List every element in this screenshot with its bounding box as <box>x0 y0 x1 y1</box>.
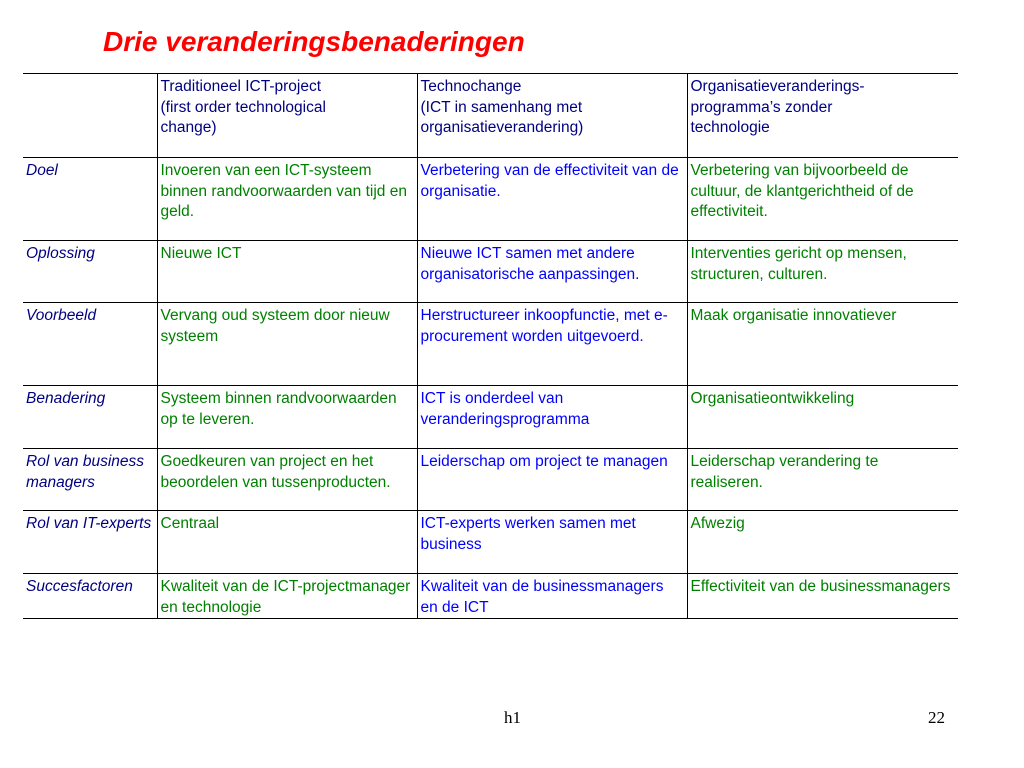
traditional-cell: Nieuwe ICT <box>157 241 417 303</box>
header-organisational <box>687 74 958 158</box>
header-traditional-line: (first order technological <box>160 98 326 116</box>
table-row-doel <box>23 158 958 241</box>
table-row-rol-businessmanagers <box>23 449 958 511</box>
comparison-table <box>23 73 958 619</box>
header-traditional-line: change) <box>160 119 217 136</box>
table-row-voorbeeld <box>23 303 958 386</box>
technochange-cell: Nieuwe ICT samen met andere organisatorische aanpassingen. <box>417 241 687 303</box>
technochange-cell: Kwaliteit van de businessmanagers en de ICT <box>417 574 687 619</box>
technochange-cell: Herstructureer inkoopfunctie, met e-procurement worden uitgevoerd. <box>417 303 687 386</box>
header-technochange-line: (ICT in samenhang met <box>420 98 583 116</box>
footer-label: h1 <box>504 708 521 727</box>
traditional-cell: Goedkeuren van project en het beoordelen van tussenproducten. <box>157 449 417 511</box>
technochange-cell: Leiderschap om project te managen <box>417 449 687 511</box>
header-traditional-line: Traditioneel ICT-project <box>160 78 322 95</box>
organisational-cell: Maak organisatie innovatiever <box>687 303 958 386</box>
traditional-cell: Systeem binnen randvoorwaarden op te leveren. <box>157 386 417 449</box>
row-label: Benadering <box>23 386 157 449</box>
traditional-cell: Centraal <box>157 511 417 574</box>
slide-title: Drie veranderingsbenaderingen <box>103 26 525 57</box>
organisational-cell: Leiderschap verandering te realiseren. <box>687 449 958 511</box>
table-row-oplossing <box>23 241 958 303</box>
header-technochange <box>417 74 687 158</box>
page-number: 22 <box>928 708 945 727</box>
traditional-cell: Kwaliteit van de ICT-projectmanager en technologie <box>157 574 417 619</box>
organisational-cell: Effectiviteit van de businessmanagers <box>687 574 958 619</box>
traditional-cell: Invoeren van een ICT-systeem binnen randvoorwaarden van tijd en geld. <box>157 158 417 241</box>
header-technochange-line: organisatieverandering) <box>420 119 584 136</box>
header-organisational-line: technologie <box>690 119 770 136</box>
row-label: Doel <box>23 158 157 241</box>
header-traditional <box>157 74 417 158</box>
technochange-cell: Verbetering van de effectiviteit van de organisatie. <box>417 158 687 241</box>
table-row-benadering <box>23 386 958 449</box>
organisational-cell: Organisatieontwikkeling <box>687 386 958 449</box>
organisational-cell: Interventies gericht op mensen, structuren, culturen. <box>687 241 958 303</box>
row-label: Oplossing <box>23 241 157 303</box>
row-label: Succesfactoren <box>23 574 157 619</box>
row-label: Rol van businessmanagers <box>23 449 157 511</box>
header-organisational-line: Organisatieveranderings- <box>690 78 865 95</box>
row-label: Rol van IT-experts <box>23 511 157 574</box>
row-label: Voorbeeld <box>23 303 157 386</box>
organisational-cell: Verbetering van bijvoorbeeld de cultuur, de klantgerichtheid of de effectiviteit. <box>687 158 958 241</box>
corner-cell <box>23 74 157 158</box>
header-technochange-line: Technochange <box>420 78 522 95</box>
technochange-cell: ICT is onderdeel van veranderingsprogramma <box>417 386 687 449</box>
table-row-rol-it-experts <box>23 511 958 574</box>
technochange-cell: ICT-experts werken samen met business <box>417 511 687 574</box>
header-organisational-line: programma’s zonder <box>690 98 833 116</box>
organisational-cell: Afwezig <box>687 511 958 574</box>
header-row <box>23 74 958 158</box>
traditional-cell: Vervang oud systeem door nieuw systeem <box>157 303 417 386</box>
table-row-succesfactoren <box>23 574 958 619</box>
